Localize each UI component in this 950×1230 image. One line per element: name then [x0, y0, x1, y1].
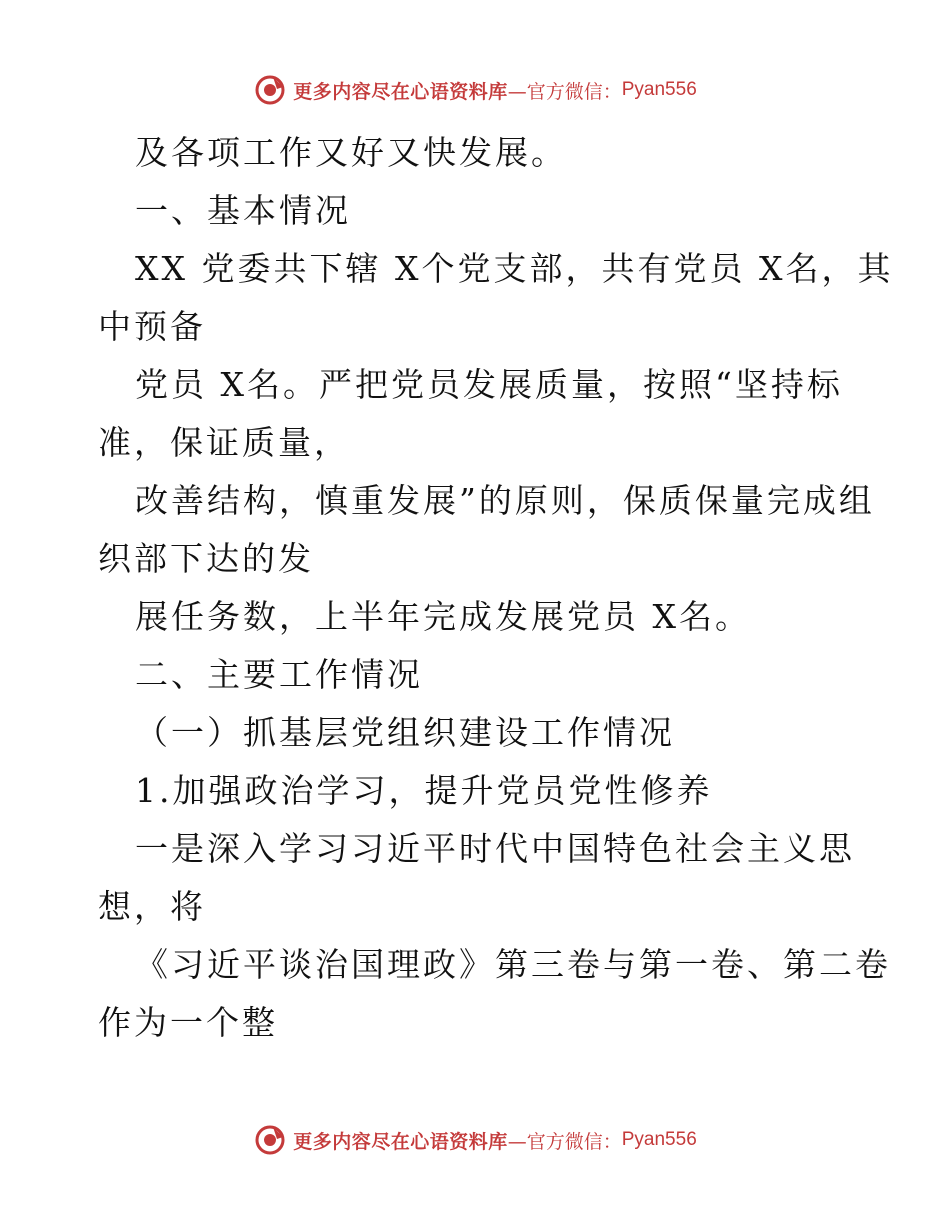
paragraph-line: 及各项工作又好又快发展。: [135, 133, 567, 172]
paragraph-line: XX 党委共下辖 X个党支部，共有党员 X名，其: [135, 249, 894, 288]
watermark-wechat-id: Pyan556: [621, 1129, 697, 1150]
watermark-main-text: 更多内容尽在心语资料库: [293, 1130, 508, 1153]
paragraph-line: 二、主要工作情况: [135, 655, 423, 694]
paragraph-line: 一是深入学习习近平时代中国特色社会主义思: [135, 829, 855, 868]
paragraph-line: 中预备: [98, 307, 206, 346]
paragraph-line: 改善结构，慎重发展”的原则，保质保量完成组: [135, 481, 875, 520]
paragraph-line: 1.加强政治学习，提升党员党性修养: [135, 771, 713, 810]
watermark-banner-bottom: [0, 1120, 950, 1160]
paragraph-line: 展任务数，上半年完成发展党员 X名。: [135, 597, 751, 636]
brand-logo-icon: [253, 73, 287, 107]
brand-logo-icon: [253, 1123, 287, 1157]
paragraph-line: 作为一个整: [98, 1003, 278, 1042]
paragraph-line: 《习近平谈治国理政》第三卷与第一卷、第二卷: [135, 945, 891, 984]
watermark-main-text: 更多内容尽在心语资料库: [293, 80, 508, 103]
paragraph-line: 一、基本情况: [135, 191, 351, 230]
watermark-sub-text: —官方微信：: [507, 80, 622, 103]
paragraph-line: 党员 X名。严把党员发展质量，按照“坚持标: [135, 365, 843, 404]
watermark-wechat-id: Pyan556: [621, 79, 697, 100]
watermark-banner-top: [0, 70, 950, 110]
paragraph-line: 想，将: [98, 887, 206, 926]
paragraph-line: （一）抓基层党组织建设工作情况: [135, 713, 675, 752]
document-body: [98, 124, 894, 1052]
watermark-sub-text: —官方微信：: [507, 1130, 622, 1153]
paragraph-line: 准，保证质量，: [98, 423, 350, 462]
paragraph-line: 织部下达的发: [98, 539, 314, 578]
